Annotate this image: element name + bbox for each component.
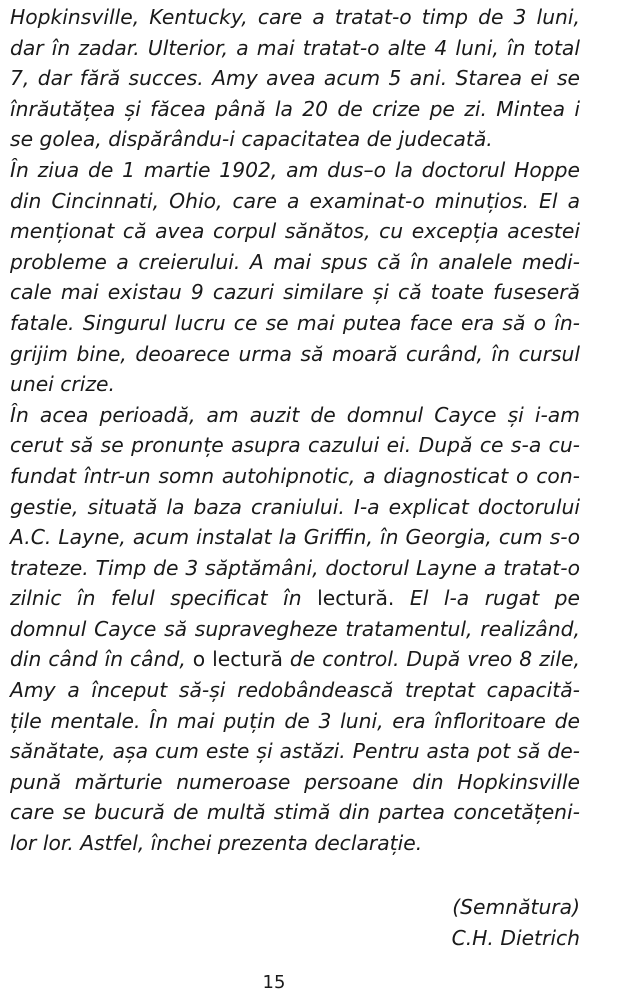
signature-name: C.H. Dietrich: [451, 926, 580, 950]
italic-text: 7, dar fără succes. Amy avea acum 5 ani. Starea ei se: [10, 66, 580, 91]
text-line: [10, 736, 580, 767]
italic-text: fatale. Singurul lucru ce se mai putea face era să o în-: [10, 310, 580, 335]
italic-text: domnul Cayce să supravegheze tratamentul, realizând,: [10, 616, 580, 641]
text-line: [10, 339, 580, 370]
text-line: [10, 124, 580, 155]
text-line: [10, 94, 580, 125]
text-line: [10, 614, 580, 645]
text-line: [10, 155, 580, 186]
italic-text: din Cincinnati, Ohio, care a examinat-o minuțios. El a: [10, 188, 580, 213]
document-body: [10, 2, 580, 859]
italic-text: țile mentale. În mai puțin de 3 luni, era înfloritoare de: [10, 708, 580, 733]
text-line: [10, 430, 580, 461]
text-line: [10, 553, 580, 584]
text-line: [10, 675, 580, 706]
italic-text: menționat că avea corpul sănătos, cu excepția acestei: [10, 219, 580, 244]
italic-text: În ziua de 1 martie 1902, am dus–o la doctorul Hoppe: [10, 157, 580, 182]
text-line: [10, 828, 580, 859]
italic-text: cerut să se pronunțe asupra cazului ei. După ce s-a cu-: [10, 433, 580, 458]
italic-text: gestie, situată la baza craniului. I-a explicat doctorului: [10, 494, 580, 519]
paragraph: [10, 155, 580, 400]
text-line: [10, 583, 580, 614]
italic-text: zilnic în felul specificat în: [10, 586, 318, 611]
italic-text: Hopkinsville, Kentucky, care a tratat-o timp de 3 luni,: [10, 5, 580, 29]
text-line: [10, 767, 580, 798]
text-line: [10, 63, 580, 94]
italic-text: înrăutățea și făcea până la 20 de crize pe zi. Mintea i: [10, 96, 580, 121]
text-line: [10, 492, 580, 523]
text-line: [10, 522, 580, 553]
italic-text: se golea, dispărându-i capacitatea de judecată.: [10, 127, 493, 152]
italic-text: A.C. Layne, acum instalat la Griffin, în Georgia, cum s-o: [10, 525, 580, 550]
italic-text: fundat într-un somn autohipnotic, a diagnosticat o con-: [10, 463, 580, 488]
text-line: [10, 308, 580, 339]
paragraph: [10, 400, 580, 859]
italic-text: pună mărturie numeroase persoane din Hopkinsville: [10, 769, 580, 794]
italic-text: probleme a creierului. A mai spus că în analele medi-: [10, 249, 580, 274]
italic-text: de control. După vreo 8 zile,: [282, 647, 580, 672]
page-number: 15: [262, 972, 286, 993]
text-line: [10, 216, 580, 247]
italic-text: Amy a început să-și redobândească treptat capacită-: [10, 678, 580, 703]
italic-text: lor lor. Astfel, închei prezenta declarație.: [10, 831, 423, 856]
italic-text: sănătate, așa cum este și astăzi. Pentru asta pot să de-: [10, 739, 580, 764]
text-line: [10, 247, 580, 278]
paragraph: [10, 2, 580, 155]
text-line: [10, 644, 580, 675]
italic-text: dar în zadar. Ulterior, a mai tratat-o alte 4 luni, în total: [10, 35, 580, 60]
italic-text: care se bucură de multă stimă din partea concetățeni-: [10, 800, 580, 825]
text-line: [10, 33, 580, 64]
text-line: [10, 186, 580, 217]
text-line: [10, 400, 580, 431]
text-line: [10, 2, 580, 33]
italic-text: grijim bine, deoarece urma să moară curând, în cursul: [10, 341, 580, 366]
text-line: [10, 461, 580, 492]
text-line: [10, 706, 580, 737]
upright-text: o lectură: [192, 647, 283, 672]
signature-label: (Semnătura): [452, 895, 580, 919]
italic-text: unei crize.: [10, 372, 115, 397]
text-line: [10, 369, 580, 400]
italic-text: În acea perioadă, am auzit de domnul Cayce și i-am: [10, 402, 580, 427]
italic-text: El l-a rugat pe: [394, 586, 580, 611]
italic-text: din când în când,: [10, 647, 193, 672]
upright-text: lectură.: [317, 586, 395, 611]
text-line: [10, 797, 580, 828]
text-line: [10, 277, 580, 308]
italic-text: trateze. Timp de 3 săptămâni, doctorul Layne a tratat-o: [10, 555, 580, 580]
italic-text: cale mai existau 9 cazuri similare și că toate fuseseră: [10, 280, 580, 305]
